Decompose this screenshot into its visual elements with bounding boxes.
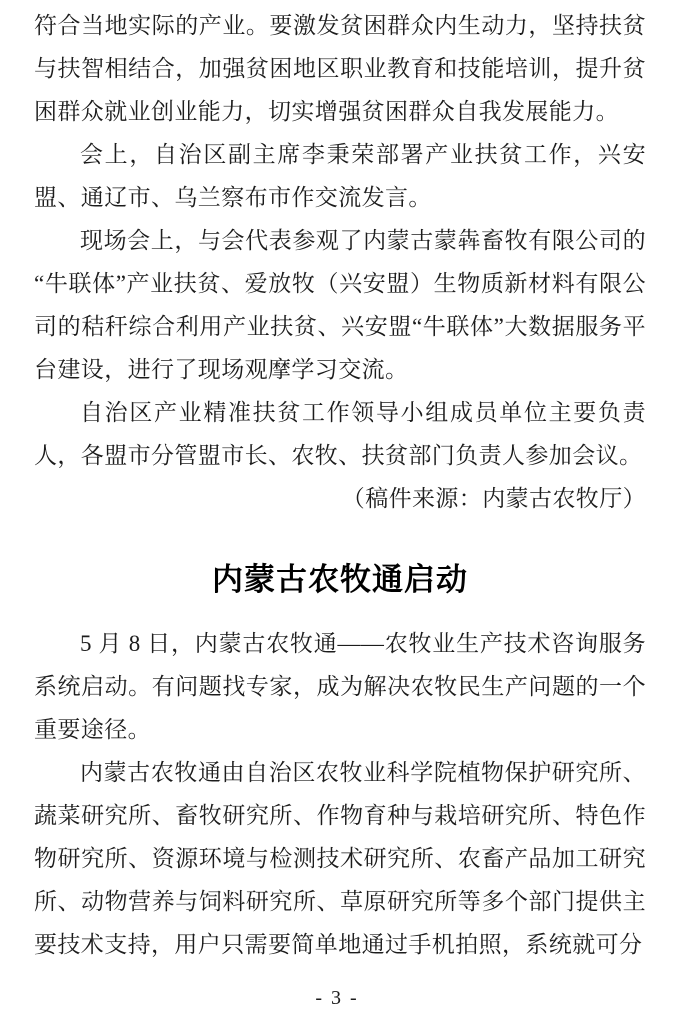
page-number: - 3 - — [315, 987, 359, 1009]
source-credit: （稿件来源：内蒙古农牧厅） — [341, 486, 646, 511]
article-nongmutong-launch — [34, 556, 646, 966]
section-title: 内蒙古农牧通启动 — [212, 562, 468, 597]
paragraph-continuation: 符合当地实际的产业。要激发贫困群众内生动力，坚持扶贫与扶智相结合，加强贫困地区职业教育和技能培训，提升贫困群众就业创业能力，切实增强贫困群众自我发展能力。 — [34, 13, 646, 124]
paragraph: 内蒙古农牧通由自治区农牧业科学院植物保护研究所、蔬菜研究所、畜牧研究所、作物育种与栽培研究所、特色作物研究所、资源环境与检测技术研究所、农畜产品加工研究所、动物营养与饲料研究所、草原研究所等多个部门提供主要技术支持，用户只需要简单地通过手机拍照，系统就可分 — [34, 760, 646, 957]
article-industry-poverty-alleviation — [34, 4, 646, 520]
paragraph: 自治区产业精准扶贫工作领导小组成员单位主要负责人，各盟市分管盟市长、农牧、扶贫部门负责人参加会议。 — [34, 400, 646, 468]
paragraph: 现场会上，与会代表参观了内蒙古蒙犇畜牧有限公司的“牛联体”产业扶贫、爱放牧（兴安盟）生物质新材料有限公司的秸秆综合利用产业扶贫、兴安盟“牛联体”大数据服务平台建设，进行了现场观摩学习交流。 — [34, 228, 646, 382]
paragraph: 5 月 8 日，内蒙古农牧通——农牧业生产技术咨询服务系统启动。有问题找专家，成为解决农牧民生产问题的一个重要途径。 — [34, 631, 646, 742]
paragraph: 会上，自治区副主席李秉荣部署产业扶贫工作，兴安盟、通辽市、乌兰察布市作交流发言。 — [34, 142, 646, 210]
